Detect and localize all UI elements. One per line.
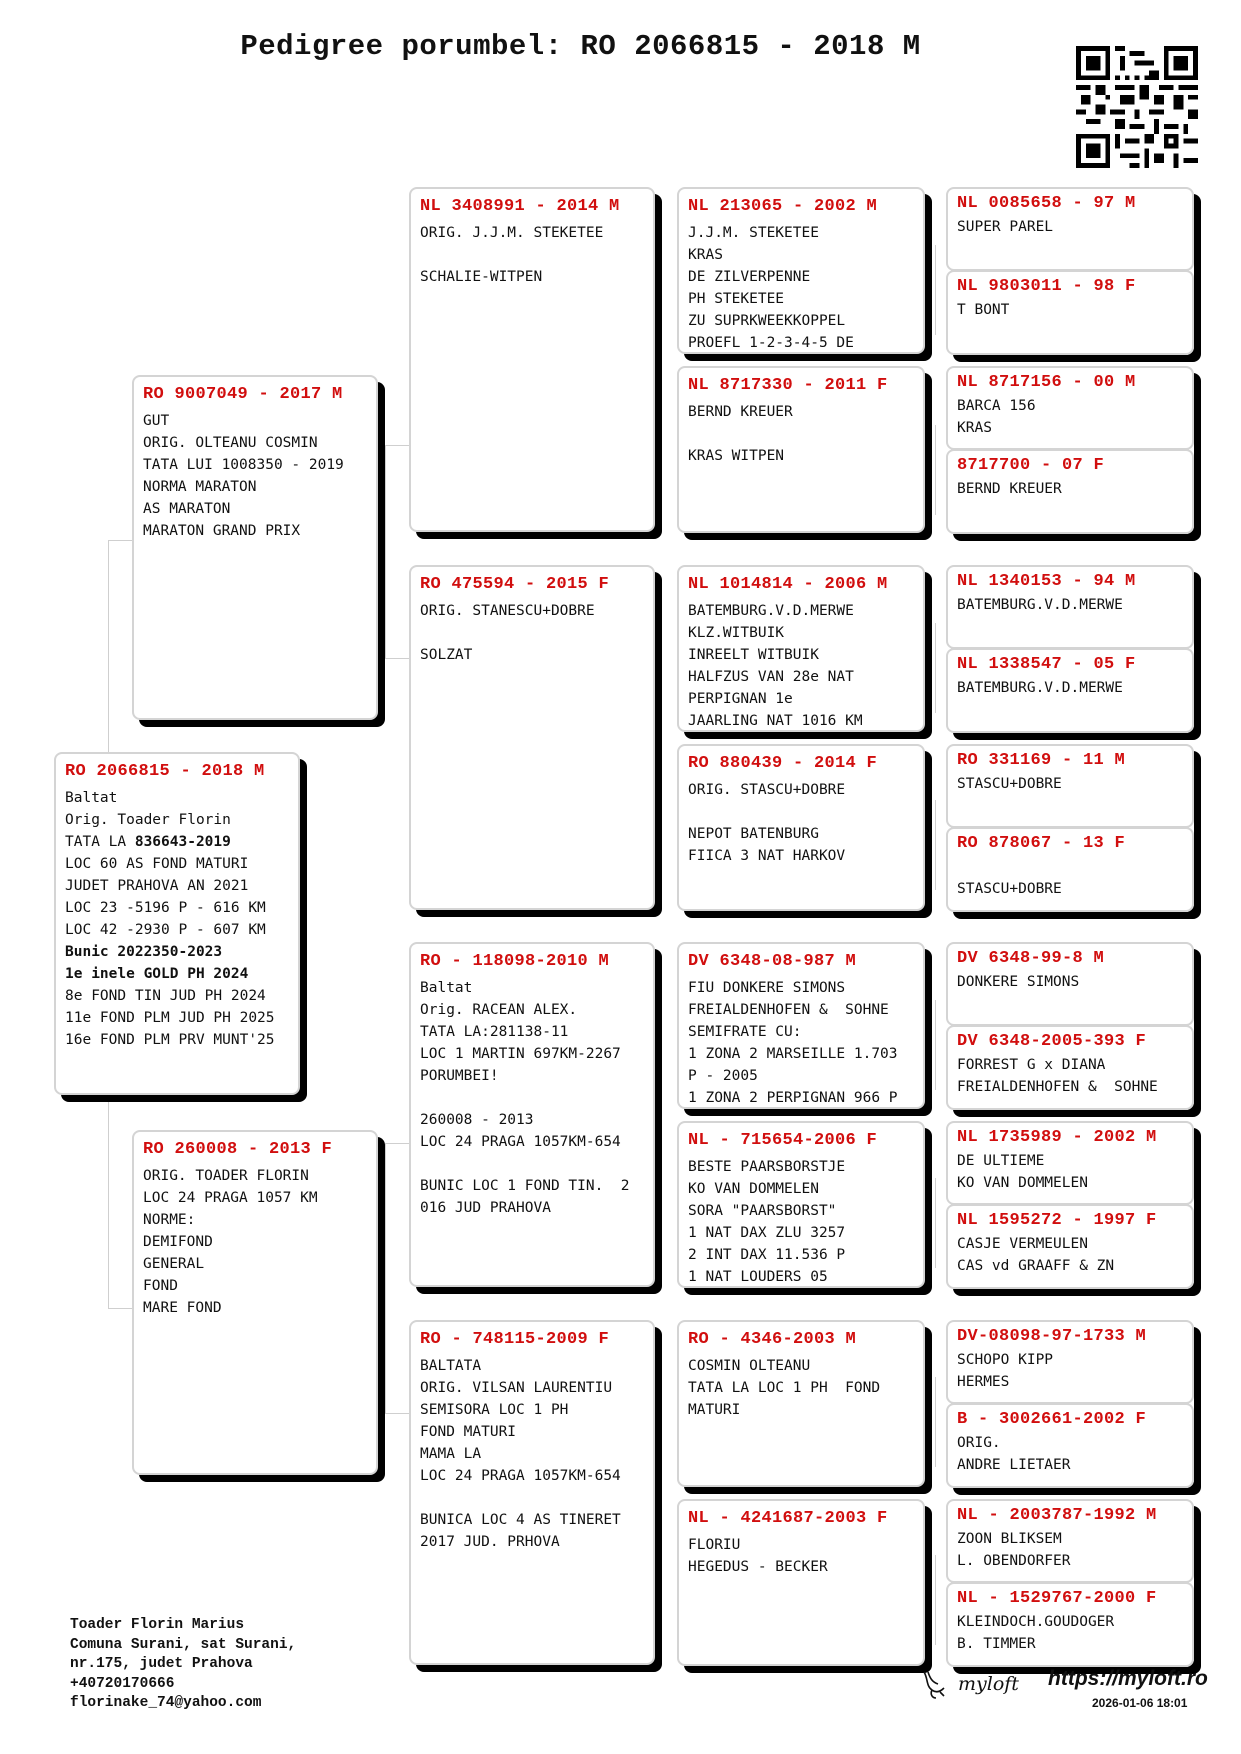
ring-number: B - 3002661-2002 F [957,1410,1147,1429]
dam-card[interactable] [132,1130,378,1475]
great-grandparent-card[interactable] [677,1121,925,1288]
pigeon-notes: FLORIU HEGEDUS - BECKER [688,1537,828,1575]
gen4-pair [946,187,1194,355]
ring-number: RO 9007049 - 2017 M [143,385,343,404]
gen4-card[interactable] [946,827,1194,912]
gen4-card[interactable] [946,449,1194,534]
ring-number: RO 475594 - 2015 F [420,575,610,594]
gen4-card[interactable] [946,744,1194,828]
grandparent-card[interactable] [409,187,655,532]
pigeon-notes: CASJE VERMEULEN CAS vd GRAAFF & ZN [957,1236,1115,1274]
pigeon-notes: BATEMBURG.V.D.MERWE KLZ.WITBUIK INREELT WITBUIK HALFZUS VAN 28e NAT PERPIGNAN 1e JAARLING NAT 1016 KM [688,603,863,729]
gen4-pair [946,565,1194,733]
ring-number: RO 260008 - 2013 F [143,1140,333,1159]
pigeon-notes: GUT ORIG. OLTEANU COSMIN TATA LUI 1008350 - 2019 NORMA MARATON AS MARATON MARATON GRAND PRIX [143,413,344,539]
ring-number: NL 1338547 - 05 F [957,655,1136,674]
brand-name: myloft [958,1673,1019,1695]
ring-number: RO - 118098-2010 M [420,952,610,971]
pigeon-notes: BERND KREUER [957,481,1062,497]
ring-number: NL 3408991 - 2014 M [420,197,620,216]
qr-code-icon [1076,46,1198,168]
pigeon-notes: ZOON BLIKSEM L. OBENDORFER [957,1531,1071,1569]
pigeon-notes: BARCA 156 KRAS [957,398,1036,436]
ring-number: DV-08098-97-1733 M [957,1327,1147,1346]
grandparent-card[interactable] [409,565,655,910]
pigeon-notes: BATEMBURG.V.D.MERWE [957,597,1123,613]
pigeon-notes: ORIG. STANESCU+DOBRE SOLZAT [420,603,595,663]
pigeon-notes: COSMIN OLTEANU TATA LA LOC 1 PH FOND MATURI [688,1358,881,1418]
gen4-pair [946,1499,1194,1667]
pigeon-notes: Baltat Orig. RACEAN ALEX. TATA LA:281138-11 LOC 1 MARTIN 697KM-2267 PORUMBEI! 260008 - 2013 LOC 24 PRAGA 1057KM-654 BUNIC LOC 1 FOND TIN. 2 016 JUD PRAHOVA [420,980,630,1216]
ring-number: NL 213065 - 2002 M [688,197,878,216]
pigeon-notes: Baltat Orig. Toader Florin TATA LA 836643-2019 LOC 60 AS FOND MATURI JUDET PRAHOVA AN 2021 LOC 23 -5196 P - 616 KM LOC 42 -2930 P - 607 KM Bunic 2022350-2023 1e inele GOLD PH 2024 8e FOND TIN JUD PH 2024 11e FOND PLM JUD PH 2025 16e FOND PLM PRV MUNT'25 [65,790,275,1048]
gen4-card[interactable] [946,648,1194,733]
pigeon-notes: DONKERE SIMONS [957,974,1080,990]
pigeon-notes: STASCU+DOBRE [957,776,1062,792]
ring-number: NL 8717330 - 2011 F [688,376,888,395]
pigeon-notes: ORIG. ANDRE LIETAER [957,1435,1071,1473]
pigeon-notes: SUPER PAREL [957,219,1054,235]
gen4-card[interactable] [946,270,1194,355]
gen4-card[interactable] [946,1499,1194,1583]
ring-number: DV 6348-99-8 M [957,949,1105,968]
gen4-card[interactable] [946,366,1194,450]
pigeon-notes: BERND KREUER KRAS WITPEN [688,404,793,464]
ring-number: RO - 4346-2003 M [688,1330,857,1349]
sire-card[interactable] [132,375,378,720]
pigeon-notes: KLEINDOCH.GOUDOGER B. TIMMER [957,1614,1115,1652]
grandparent-card[interactable] [409,942,655,1287]
ring-number: NL 1595272 - 1997 F [957,1211,1157,1230]
ring-number: DV 6348-2005-393 F [957,1032,1147,1051]
ring-number: NL 8717156 - 00 M [957,373,1136,392]
great-grandparent-card[interactable] [677,187,925,354]
ring-number: NL 1014814 - 2006 M [688,575,888,594]
gen4-card[interactable] [946,187,1194,271]
pigeon-notes: BATEMBURG.V.D.MERWE [957,680,1123,696]
page-title: Pedigree porumbel: RO 2066815 - 2018 M [240,30,921,63]
gen4-card[interactable] [946,942,1194,1026]
ring-number: NL - 1529767-2000 F [957,1589,1157,1608]
gen4-card[interactable] [946,1320,1194,1404]
pigeon-notes: ORIG. J.J.M. STEKETEE SCHALIE-WITPEN [420,225,604,285]
pigeon-notes: J.J.M. STEKETEE KRAS DE ZILVERPENNE PH STEKETEE ZU SUPRKWEEKKOPPEL PROEFL 1-2-3-4-5 DE [688,225,854,351]
pigeon-notes: STASCU+DOBRE [957,881,1062,897]
ring-number: NL 1340153 - 94 M [957,572,1136,591]
gen4-card[interactable] [946,1582,1194,1667]
pigeon-logo-icon [920,1668,950,1700]
pigeon-notes: FIU DONKERE SIMONS FREIALDENHOFEN & SOHNE SEMIFRATE CU: 1 ZONA 2 MARSEILLE 1.703 P - 2005 1 ZONA 2 PERPIGNAN 966 P [688,980,898,1106]
pigeon-notes: DE ULTIEME KO VAN DOMMELEN [957,1153,1088,1191]
brand-logo [920,1668,1019,1700]
ring-number: RO 878067 - 13 F [957,834,1126,853]
ring-number: NL - 715654-2006 F [688,1131,878,1150]
pigeon-notes: BALTATA ORIG. VILSAN LAURENTIU SEMISORA LOC 1 PH FOND MATURI MAMA LA LOC 24 PRAGA 1057KM-654 BUNICA LOC 4 AS TINERET 2017 JUD. PRHOVA [420,1358,621,1550]
gen4-pair [946,366,1194,534]
gen4-card[interactable] [946,1204,1194,1289]
gen4-pair [946,942,1194,1110]
ring-number: RO - 748115-2009 F [420,1330,610,1349]
ring-number: DV 6348-08-987 M [688,952,857,971]
great-grandparent-card[interactable] [677,1499,925,1666]
ring-number: NL - 2003787-1992 M [957,1506,1157,1525]
owner-contact: Toader Florin Marius Comuna Surani, sat Surani, nr.175, judet Prahova +40720170666 florinake_74@yahoo.com [70,1617,297,1711]
ring-number: 8717700 - 07 F [957,456,1105,475]
pigeon-notes: ORIG. STASCU+DOBRE NEPOT BATENBURG FIICA 3 NAT HARKOV [688,782,846,864]
great-grandparent-card[interactable] [677,942,925,1109]
gen4-pair [946,1121,1194,1289]
gen4-pair [946,1320,1194,1488]
subject-pigeon-card[interactable] [54,752,300,1095]
gen4-card[interactable] [946,1121,1194,1205]
gen4-card[interactable] [946,1025,1194,1110]
great-grandparent-card[interactable] [677,366,925,533]
ring-number: NL 0085658 - 97 M [957,194,1136,213]
website-link[interactable]: https://myloft.ro [1048,1667,1208,1690]
great-grandparent-card[interactable] [677,565,925,732]
ring-number: RO 2066815 - 2018 M [65,762,265,781]
gen4-card[interactable] [946,1403,1194,1488]
gen4-card[interactable] [946,565,1194,649]
ring-number: NL 1735989 - 2002 M [957,1128,1157,1147]
ring-number: NL - 4241687-2003 F [688,1509,888,1528]
gen4-pair [946,744,1194,912]
great-grandparent-card[interactable] [677,744,925,911]
grandparent-card[interactable] [409,1320,655,1665]
ring-number: RO 331169 - 11 M [957,751,1126,770]
pigeon-notes: FORREST G x DIANA FREIALDENHOFEN & SOHNE [957,1057,1158,1095]
pigeon-notes: T BONT [957,302,1010,318]
pigeon-notes: ORIG. TOADER FLORIN LOC 24 PRAGA 1057 KM NORME: DEMIFOND GENERAL FOND MARE FOND [143,1168,318,1316]
generated-timestamp: 2026-01-06 18:01 [1092,1696,1188,1710]
pigeon-notes: BESTE PAARSBORSTJE KO VAN DOMMELEN SORA "PAARSBORST" 1 NAT DAX ZLU 3257 2 INT DAX 11.536 P 1 NAT LOUDERS 05 [688,1159,846,1285]
ring-number: RO 880439 - 2014 F [688,754,878,773]
great-grandparent-card[interactable] [677,1320,925,1487]
pigeon-notes: SCHOPO KIPP HERMES [957,1352,1054,1390]
ring-number: NL 9803011 - 98 F [957,277,1136,296]
